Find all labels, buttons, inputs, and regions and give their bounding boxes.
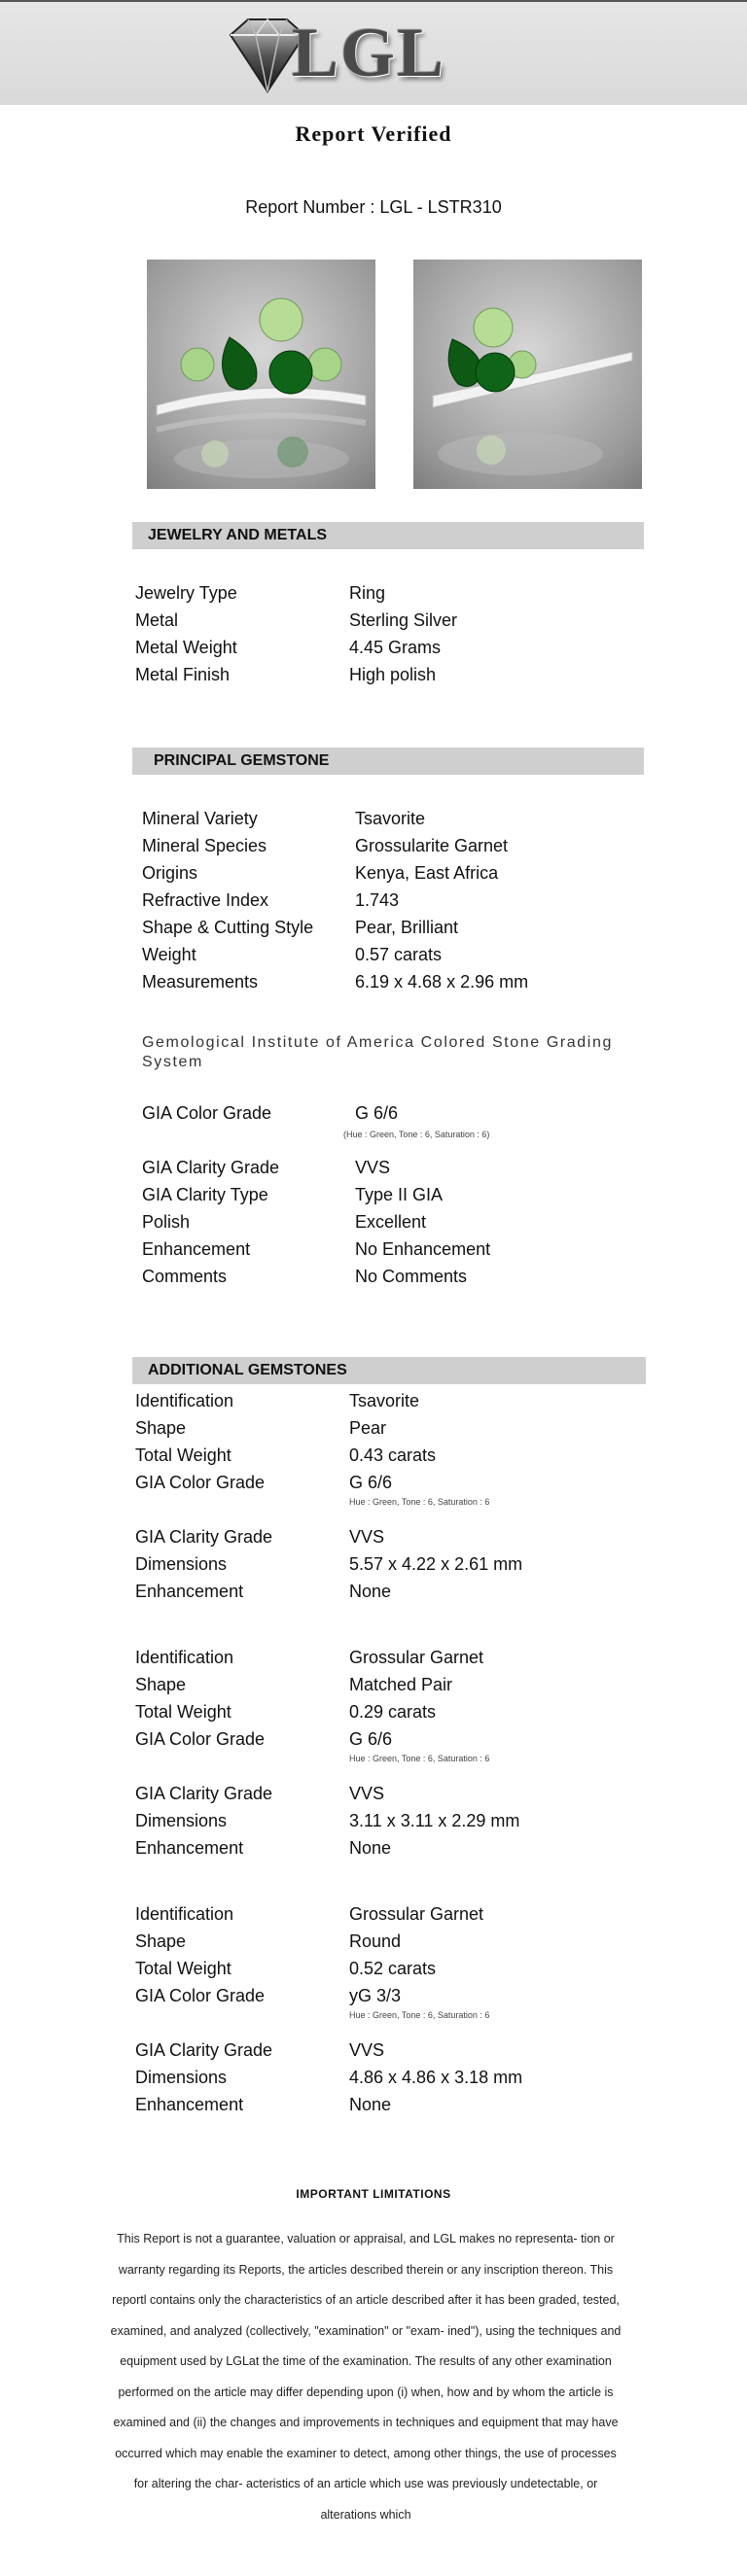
field-label: Measurements (142, 972, 259, 992)
field-label: GIA Clarity Grade (135, 2040, 273, 2060)
field-label: GIA Color Grade (135, 1473, 266, 1492)
field-value: Matched Pair (349, 1675, 453, 1694)
field-label: GIA Clarity Grade (142, 1158, 280, 1177)
field-label: GIA Color Grade (135, 1729, 266, 1749)
section-additional-gemstones: ADDITIONAL GEMSTONES (132, 1357, 646, 1384)
field-label: Metal (135, 610, 179, 630)
section-principal-gemstone: PRINCIPAL GEMSTONE (132, 748, 644, 775)
field-value: 6.19 x 4.68 x 2.96 mm (355, 972, 529, 992)
field-value: Tsavorite (349, 1391, 420, 1410)
section-jewelry-metals: JEWELRY AND METALS (132, 522, 644, 549)
color-grade-detail: Hue : Green, Tone : 6, Saturation : 6 (349, 1497, 490, 1507)
field-value: 4.45 Grams (349, 638, 442, 657)
field-label: Enhancement (135, 1838, 244, 1858)
field-label: Identification (135, 1391, 234, 1410)
field-label: GIA Color Grade (135, 1986, 266, 2005)
header-banner (0, 0, 747, 105)
field-value: Ring (349, 583, 386, 603)
field-value: Sterling Silver (349, 610, 458, 630)
field-value: Tsavorite (355, 809, 426, 828)
field-value: 3.11 x 3.11 x 2.29 mm (349, 1811, 520, 1830)
field-label: Total Weight (135, 1959, 231, 1978)
field-value: VVS (355, 1158, 391, 1177)
report-number: Report Number : LGL - LSTR310 (245, 197, 502, 217)
field-value: Grossularite Garnet (355, 836, 509, 855)
field-label: Dimensions (135, 2068, 228, 2087)
field-label: Identification (135, 1904, 234, 1924)
field-value: None (349, 1838, 392, 1858)
field-value: High polish (349, 665, 437, 684)
field-value: Type II GIA (355, 1185, 444, 1204)
field-value: 0.29 carats (349, 1702, 437, 1722)
ring-photo-side (413, 260, 642, 489)
page-title: Report Verified (295, 122, 452, 146)
color-grade-detail: (Hue : Green, Tone : 6, Saturation : 6) (343, 1130, 490, 1139)
field-label: Polish (142, 1212, 191, 1232)
field-label: Refractive Index (142, 890, 269, 910)
field-label: Enhancement (142, 1239, 251, 1259)
field-label: Shape (135, 1675, 187, 1694)
field-value: VVS (349, 2040, 385, 2060)
field-label: GIA Clarity Grade (135, 1784, 273, 1803)
field-label: Jewelry Type (135, 583, 237, 603)
field-label: Origins (142, 863, 198, 883)
field-label: Shape & Cutting Style (142, 918, 314, 937)
field-value: yG 3/3 (349, 1986, 402, 2005)
field-label: Mineral Species (142, 836, 267, 855)
field-value: Excellent (355, 1212, 427, 1232)
field-value: 4.86 x 4.86 x 3.18 mm (349, 2068, 523, 2087)
limitations-body: This Report is not a guarantee, valuation or appraisal, and LGL makes no representa- tion or warranty regarding its Reports, the articles described therein or any inscription thereon. This reportl contains only the characteristics of an article described after it has been graded, tested, examined, and analyzed (collectively, "examination" or "exam- ined"), using the techniques and equipment used by LGLat the time of the examination. The results of any other examination performed on the article may differ depending upon (i) when, how and by whom the article is examined and (ii) the changes and improvements in techniques and equipment that may have occurred which may enable the examiner to detect, among other things, the use of processes for altering the char- acteristics of an article which use was previously undetectable, or alterations which (110, 2232, 622, 2522)
logo-text: LGL (292, 14, 446, 91)
field-label: Metal Weight (135, 638, 237, 657)
field-value: None (349, 1582, 392, 1601)
field-label: Mineral Variety (142, 809, 258, 828)
field-label: Comments (142, 1267, 228, 1286)
color-grade-detail: Hue : Green, Tone : 6, Saturation : 6 (349, 2010, 490, 2020)
field-label: Dimensions (135, 1811, 228, 1830)
field-value: Grossular Garnet (349, 1904, 484, 1924)
field-value: VVS (349, 1527, 385, 1547)
field-value: None (349, 2095, 392, 2114)
field-label: GIA Clarity Type (142, 1185, 268, 1204)
field-label: Enhancement (135, 1582, 244, 1601)
field-value: G 6/6 (349, 1729, 393, 1749)
field-value: Kenya, East Africa (355, 863, 499, 883)
limitations-heading: IMPORTANT LIMITATIONS (296, 2187, 451, 2201)
field-label: GIA Clarity Grade (135, 1527, 273, 1547)
field-value: Grossular Garnet (349, 1648, 484, 1667)
field-label: Enhancement (135, 2095, 244, 2114)
field-label: Weight (142, 945, 196, 964)
field-label: Shape (135, 1932, 187, 1951)
field-label: Total Weight (135, 1445, 231, 1465)
field-value: Pear (349, 1418, 387, 1438)
field-value: 1.743 (355, 890, 400, 910)
gia-grading-system-note: Gemological Institute of America Colored Stone Grading System (142, 1034, 613, 1070)
color-grade-detail: Hue : Green, Tone : 6, Saturation : 6 (349, 1754, 490, 1763)
ring-photo-front (147, 260, 375, 489)
field-value: Round (349, 1932, 402, 1951)
field-value: Pear, Brilliant (355, 918, 459, 937)
field-label: Total Weight (135, 1702, 231, 1722)
field-label: Identification (135, 1648, 234, 1667)
field-label: Metal Finish (135, 665, 231, 684)
field-value: VVS (349, 1784, 385, 1803)
field-value: 0.43 carats (349, 1445, 437, 1465)
field-value: G 6/6 (349, 1473, 393, 1492)
field-label: GIA Color Grade (142, 1103, 272, 1123)
field-value: 5.57 x 4.22 x 2.61 mm (349, 1554, 523, 1574)
field-value: No Enhancement (355, 1239, 491, 1259)
field-value: 0.57 carats (355, 945, 443, 964)
field-label: Dimensions (135, 1554, 228, 1574)
field-value: 0.52 carats (349, 1959, 437, 1978)
field-label: Shape (135, 1418, 187, 1438)
field-value: No Comments (355, 1267, 468, 1286)
field-value: G 6/6 (355, 1103, 399, 1123)
